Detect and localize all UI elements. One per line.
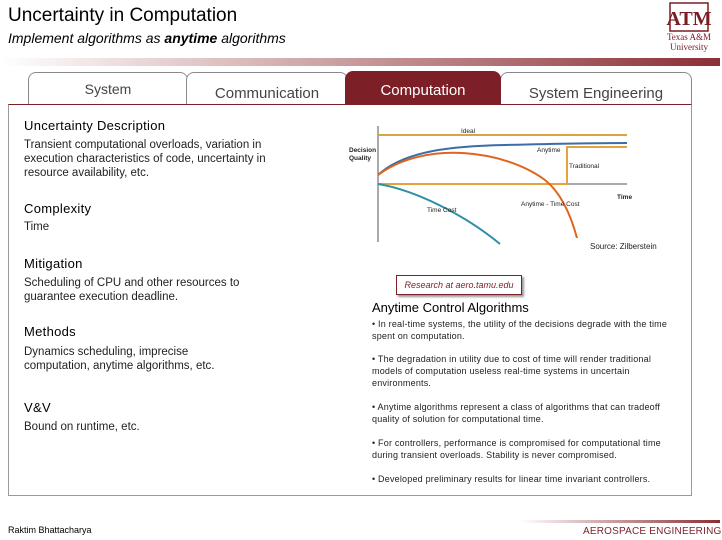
page-subtitle [8, 30, 286, 46]
uncertainty-text: Transient computational overloads, variation in execution characteristics of code, uncertainty in resource availability, etc. [24, 139, 266, 179]
mitigation-heading: Mitigation [24, 256, 83, 271]
mitigation-text: Scheduling of CPU and other resources to guarantee execution deadline. [24, 277, 240, 303]
bullet-item: • Developed preliminary results for linear time invariant controllers. [372, 474, 651, 484]
xlabel-time: Time [617, 194, 633, 201]
decision-quality-chart [345, 120, 675, 250]
methods-text: Dynamics scheduling, imprecise computation, anytime algorithms, etc. [24, 346, 215, 372]
atm-logo-mark-icon [666, 2, 712, 32]
label-traditional: Traditional [569, 163, 600, 170]
ylabel-line2: Quality [349, 155, 372, 162]
tab-system-engineering[interactable]: System Engineering [500, 72, 692, 104]
label-ideal: Ideal [461, 128, 476, 135]
label-anytime-minus-cost: Anytime - Time Cost [521, 201, 580, 208]
chart-source: Source: Zilberstein [590, 242, 657, 251]
bullet-item: • Anytime algorithms represent a class of algorithms that can tradeoff quality of solution for computational time. [372, 402, 661, 424]
footer-department: AEROSPACE ENGINEERING [583, 526, 722, 537]
tab-communication[interactable]: Communication [186, 72, 348, 104]
bullet-item: • In real-time systems, the utility of the decisions degrade with the time spent on computation. [372, 319, 668, 341]
uncertainty-heading: Uncertainty Description [24, 118, 166, 133]
label-anytime: Anytime [537, 147, 561, 154]
subtitle-emphasis: anytime [164, 30, 218, 46]
vv-heading: V&V [24, 400, 51, 415]
footer-rule [520, 520, 720, 523]
logo-line2: University [670, 42, 708, 52]
subtitle-suffix: algorithms [217, 30, 286, 46]
complexity-text: Time [24, 221, 50, 233]
logo-mark-text: ATM [666, 8, 712, 30]
tamu-logo [662, 2, 716, 58]
page-title: Uncertainty in Computation [8, 5, 238, 26]
header-rule [0, 58, 720, 66]
time-cost-curve [378, 184, 500, 244]
ylabel-line1: Decision [349, 147, 377, 154]
logo-line1: Texas A&M [666, 32, 712, 42]
footer-author: Raktim Bhattacharya [8, 525, 92, 535]
complexity-heading: Complexity [24, 201, 92, 216]
label-time-cost: Time Cost [427, 207, 457, 214]
vv-text: Bound on runtime, etc. [24, 421, 140, 433]
bullet-item: • For controllers, performance is compromised for computational time during transient overloads. Stability is never compromised. [372, 438, 661, 460]
tab-computation[interactable]: Computation [345, 71, 501, 105]
anytime-minus-cost-curve [378, 153, 577, 238]
research-link-box[interactable]: Research at aero.tamu.edu [396, 275, 522, 295]
subtitle-prefix: Implement algorithms as [8, 30, 165, 46]
methods-heading: Methods [24, 324, 76, 339]
bullet-item: • The degradation in utility due to cost of time will render traditional models of computation useless real-time systems in uncertain environments. [372, 354, 652, 388]
tab-system[interactable]: System [28, 72, 188, 104]
acl-heading: Anytime Control Algorithms [372, 300, 529, 315]
